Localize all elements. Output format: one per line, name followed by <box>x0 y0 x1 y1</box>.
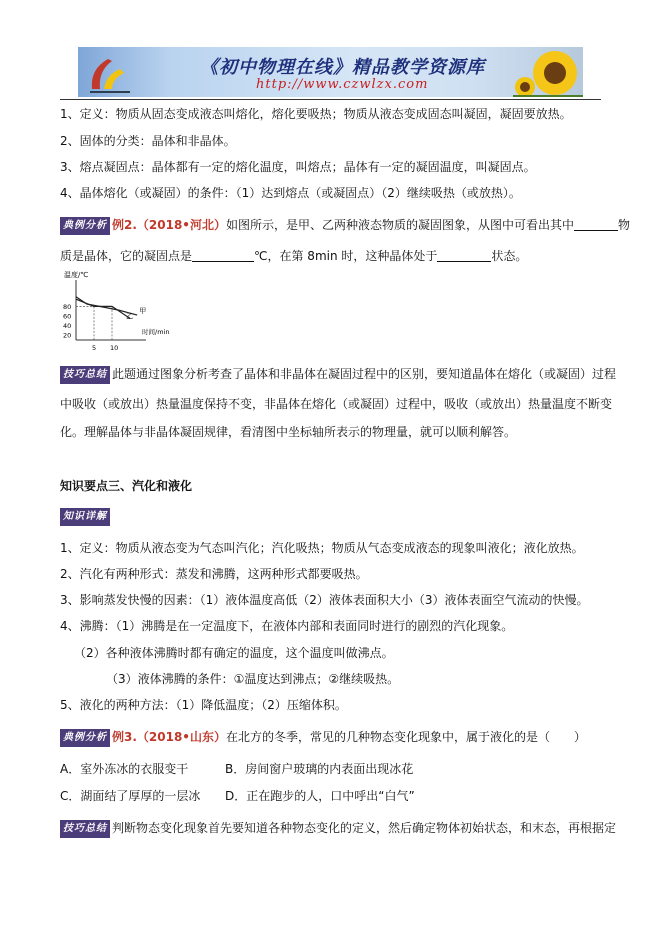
option-a[interactable]: A．室外冻冰的衣服变干 <box>60 762 189 776</box>
text-line: 1、定义：物质从液态变为气态叫汽化；汽化吸热；物质从气态变成液态的现象叫液化；液化放热。 <box>60 541 584 555</box>
series-line-2 <box>76 299 130 318</box>
y-tick-label: 20 <box>63 331 72 340</box>
y-tick-label: 60 <box>63 312 72 321</box>
header-banner <box>78 47 583 97</box>
answer-blank[interactable] <box>574 218 618 231</box>
text-line: 3、影响蒸发快慢的因素：（1）液体温度高低（2）液体表面积大小（3）液体表面空气流动的快慢。 <box>60 593 589 607</box>
answer-blank[interactable] <box>192 249 254 262</box>
header-title: 《初中物理在线》精品教学资源库 <box>200 57 485 78</box>
text-line: 3、熔点凝固点：晶体都有一定的熔化温度，叫熔点；晶体有一定的凝固温度，叫凝固点。 <box>60 160 536 174</box>
example-label: 例2.（2018•河北） <box>112 218 226 232</box>
header-rule <box>60 99 601 100</box>
example-text: 质是晶体，它的凝固点是 <box>60 249 193 263</box>
tip-1 <box>60 366 616 384</box>
example-tag: 典例分析 <box>60 217 110 235</box>
text-line: 4、沸腾：（1）沸腾是在一定温度下，在液体内部和表面同时进行的剧烈的汽化现象。 <box>60 619 514 633</box>
example-2-cont <box>60 248 527 264</box>
example-3 <box>60 729 586 747</box>
example-text: ℃，在第 8min 时，这种晶体处于 <box>254 249 438 263</box>
knowledge-tag: 知识详解 <box>60 508 110 526</box>
text-line: （2）各种液体沸腾时都有确定的温度，这个温度叫做沸点。 <box>74 646 394 660</box>
tip-text: 判断物态变化现象首先要知道各种物态变化的定义，然后确定物体初始状态，和末态，再根据定 <box>112 821 617 835</box>
x-axis-label: 时间/min <box>142 328 170 336</box>
y-tick-label: 80 <box>63 302 72 311</box>
text-line: 4、晶体熔化（或凝固）的条件：（1）达到熔点（或凝固点）（2）继续吸热（或放热）。 <box>60 186 521 200</box>
tip-text: 中吸收（或放出）热量温度保持不变，非晶体在熔化（或凝固）过程中，吸收（或放出）热量温度不断变 <box>60 397 613 411</box>
tip-text: 化。理解晶体与非晶体凝固规律，看清图中坐标轴所表示的物理量，就可以顺利解答。 <box>60 425 517 439</box>
sunflower-icon <box>513 47 583 97</box>
text-line: （3）液体沸腾的条件：①温度达到沸点；②继续吸热。 <box>106 672 400 686</box>
knowledge-block <box>60 508 112 526</box>
option-d[interactable]: D．正在跑步的人，口中呼出“白气” <box>225 789 415 803</box>
tip-tag: 技巧总结 <box>60 820 110 838</box>
answer-blank[interactable] <box>437 249 491 262</box>
text-line: 5、液化的两种方法：（1）降低温度；（2）压缩体积。 <box>60 698 347 712</box>
example-text: 物 <box>618 218 631 232</box>
text-line: 1、定义：物质从固态变成液态叫熔化，熔化要吸热；物质从液态变成固态叫凝固，凝固要放热。 <box>60 107 572 121</box>
y-tick-label: 40 <box>63 322 72 331</box>
series-label: 甲 <box>139 307 147 316</box>
example-text: 状态。 <box>491 249 528 263</box>
example-2 <box>60 217 630 235</box>
option-b[interactable]: B．房间窗户玻璃的内表面出现冰花 <box>225 762 414 776</box>
x-tick-label: 5 <box>92 344 97 352</box>
tip-2 <box>60 820 616 838</box>
example-text: 如图所示，是甲、乙两种液态物质的凝固图象，从图中可看出其中 <box>225 218 574 232</box>
y-axis-label: 温度/℃ <box>64 271 89 279</box>
example-text: 在北方的冬季，常见的几种物态变化现象中，属于液化的是（ ） <box>225 730 586 744</box>
x-tick-label: 10 <box>110 344 119 352</box>
header-url[interactable]: http://www.czwlzx.com <box>256 77 429 92</box>
text-line: 2、固体的分类：晶体和非晶体。 <box>60 134 236 148</box>
section-heading: 知识要点三、汽化和液化 <box>60 479 193 493</box>
series-label: 乙 <box>126 312 133 321</box>
text-line: 2、汽化有两种形式：蒸发和沸腾，这两种形式都要吸热。 <box>60 567 368 581</box>
logo-icon <box>86 51 132 93</box>
example-label: 例3.（2018•山东） <box>112 730 226 744</box>
tip-text: 此题通过图象分析考查了晶体和非晶体在凝固过程中的区别，要知道晶体在熔化（或凝固）过程 <box>112 367 617 381</box>
tip-tag: 技巧总结 <box>60 366 110 384</box>
example-tag: 典例分析 <box>60 729 110 747</box>
solidification-chart <box>62 268 192 356</box>
option-c[interactable]: C．湖面结了厚厚的一层冰 <box>60 789 201 803</box>
